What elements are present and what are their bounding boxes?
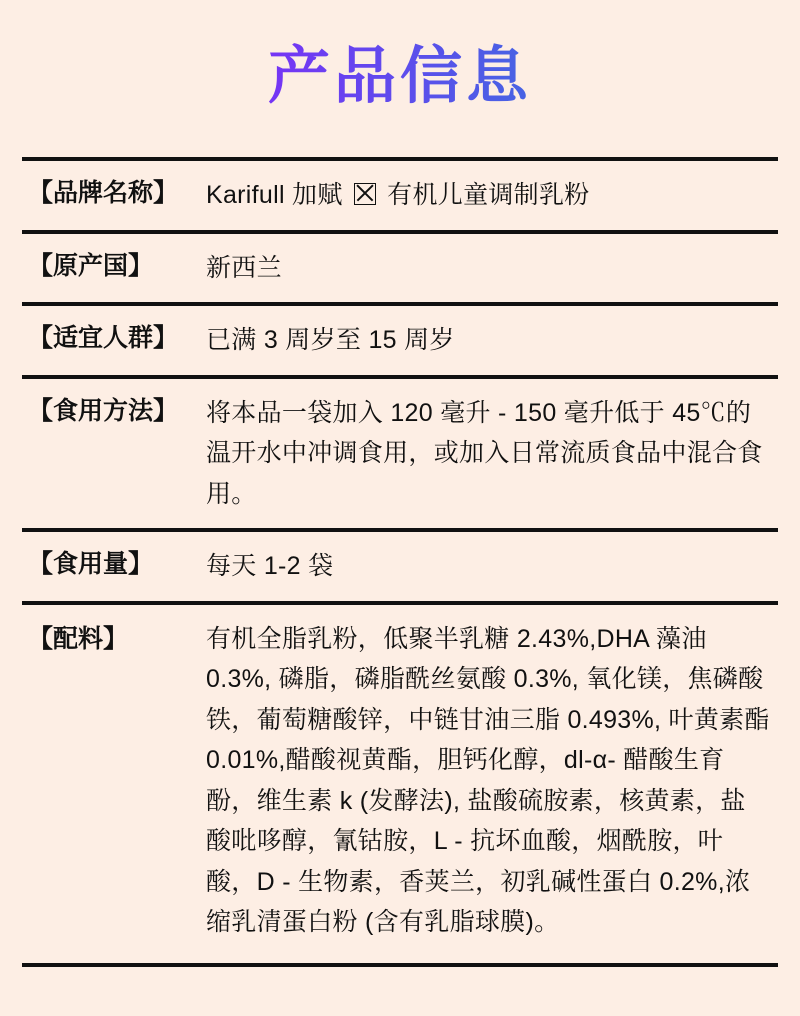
crossed-box-icon [354,183,376,205]
row-value-brand [206,175,778,216]
table-row [22,234,778,307]
row-value-target-group: 已满 3 周岁至 15 周岁 [206,326,455,354]
brand-product-text: 有机儿童调制乳粉 [387,181,590,209]
row-label-origin: 【原产国】 [28,251,154,280]
row-value-usage: 将本品一袋加入 120 毫升 - 150 毫升低于 45℃的温开水中冲调食用，或加入日常流质食品中混合食用。 [206,398,763,508]
table-row [22,605,778,967]
row-value-origin: 新西兰 [206,253,282,282]
row-value-dosage: 每天 1-2 袋 [206,552,334,580]
page-title: 产品信息 [0,0,800,115]
row-label-ingredients: 【配料】 [28,624,129,653]
table-row [22,379,778,533]
row-label-brand: 【品牌名称】 [28,179,179,207]
row-label-target-group: 【适宜人群】 [28,324,179,352]
table-row [22,161,778,234]
product-info-table [22,157,778,967]
row-label-usage: 【食用方法】 [28,396,179,425]
brand-name-text: Karifull 加赋 [206,181,343,209]
row-value-ingredients: 有机全脂乳粉，低聚半乳糖 2.43%,DHA 藻油 0.3%, 磷脂，磷脂酰丝氨酸 0.3%, 氧化镁，焦磷酸铁，葡萄糖酸锌，中链甘油三脂 0.493%, 叶黄素酯 0.01%,醋酸视黄酯，胆钙化醇，dl-α- 醋酸生育酚，维生素 k (发酵法), 盐酸硫胺素，核黄素，盐酸吡哆醇，氰钴胺，L - 抗坏血酸，烟酰胺，叶酸，D - 生物素，香荚兰，初乳碱性蛋白 0.2%,浓缩乳清蛋白粉 (含有乳脂球膜)。 [206,624,770,936]
row-label-dosage: 【食用量】 [28,550,154,578]
table-row [22,306,778,379]
table-row [22,532,778,605]
